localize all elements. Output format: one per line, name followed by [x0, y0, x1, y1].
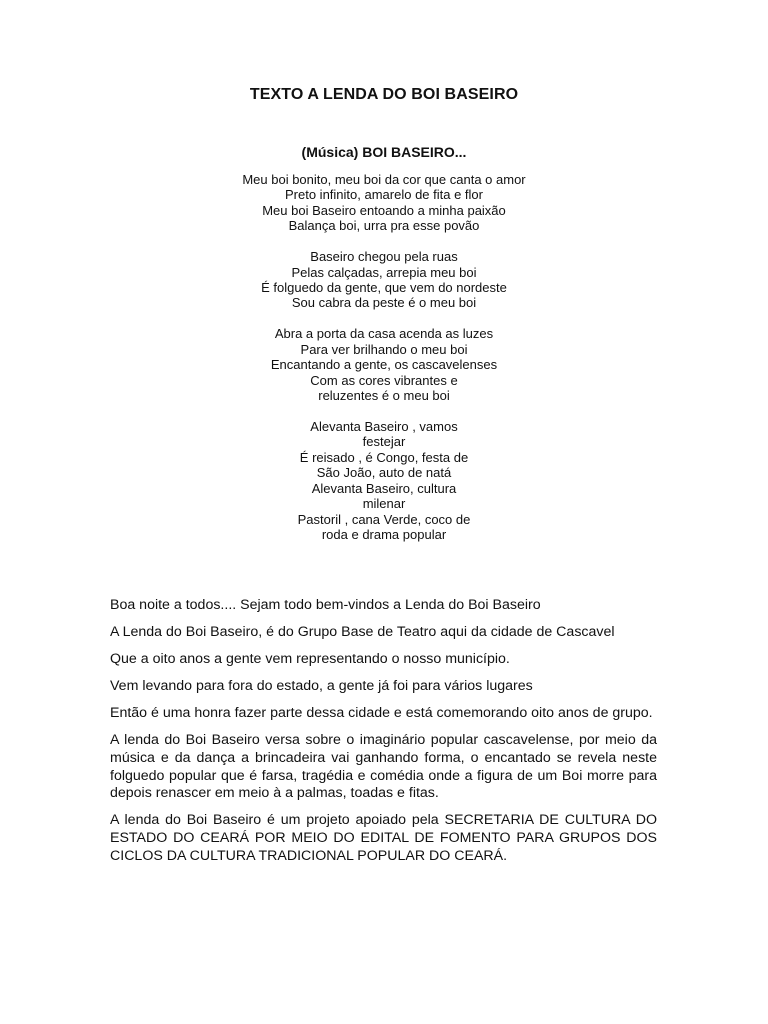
lyric-line: Para ver brilhando o meu boi: [300, 341, 468, 357]
paragraph: Que a oito anos a gente vem representando o nosso município.: [110, 651, 510, 668]
lyric-line: Preto infinito, amarelo de fita e flor: [285, 187, 483, 203]
paragraph: Vem levando para fora do estado, a gente já foi para vários lugares: [110, 678, 533, 695]
lyric-line: Balança boi, urra pra esse povão: [288, 218, 480, 234]
lyric-line: Pastoril , cana Verde, coco de: [297, 511, 471, 527]
lyric-line: Com as cores vibrantes e: [310, 372, 458, 388]
lyric-line: Alevanta Baseiro, cultura: [311, 480, 457, 496]
paragraph: A lenda do Boi Baseiro versa sobre o imaginário popular cascavelense, por meio da música e da dança a brincadeira vai ganhando forma, o encantado se revela neste folguedo popular que é farsa, tragédia e comédia onde a figura de um Boi morre para depois renascer em meio à a palmas, toadas e fitas.: [110, 732, 657, 802]
body-text: [110, 597, 657, 875]
paragraph: Então é uma honra fazer parte dessa cidade e está comemorando oito anos de grupo.: [110, 705, 653, 722]
lyric-line: É reisado , é Congo, festa de: [299, 449, 469, 465]
paragraph: A lenda do Boi Baseiro é um projeto apoiado pela SECRETARIA DE CULTURA DO ESTADO DO CEARÁ POR MEIO DO EDITAL DE FOMENTO PARA GRUPOS DOS CICLOS DA CULTURA TRADICIONAL POPULAR DO CEARÁ.: [110, 812, 657, 864]
song-title: (Música) BOI BASEIRO...: [301, 144, 467, 160]
lyric-line: festejar: [362, 434, 406, 450]
lyric-line: Alevanta Baseiro , vamos: [310, 419, 458, 435]
lyric-line: milenar: [362, 496, 406, 512]
document-title: TEXTO A LENDA DO BOI BASEIRO: [249, 86, 519, 103]
lyric-line: roda e drama popular: [321, 526, 447, 542]
lyric-line: Meu boi bonito, meu boi da cor que canta o amor: [242, 172, 526, 187]
song-lyrics: [0, 172, 768, 558]
paragraph: A Lenda do Boi Baseiro, é do Grupo Base de Teatro aqui da cidade de Cascavel: [110, 624, 615, 641]
lyric-line: São João, auto de natá: [316, 465, 452, 481]
lyric-line: Encantando a gente, os cascavelenses: [270, 357, 498, 373]
lyric-line: Baseiro chegou pela ruas: [310, 249, 458, 265]
lyric-line: É folguedo da gente, que vem do nordeste: [261, 280, 507, 296]
lyric-line: Meu boi Baseiro entoando a minha paixão: [262, 202, 506, 218]
lyric-line: Abra a porta da casa acenda as luzes: [274, 326, 494, 342]
lyric-line: Sou cabra da peste é o meu boi: [291, 295, 477, 311]
paragraph: Boa noite a todos.... Sejam todo bem-vindos a Lenda do Boi Baseiro: [110, 597, 541, 613]
stanza-2: [0, 249, 768, 311]
lyric-line: reluzentes é o meu boi: [318, 388, 450, 404]
stanza-3: [0, 326, 768, 403]
stanza-4: [0, 419, 768, 542]
stanza-1: [0, 172, 768, 234]
lyric-line: Pelas calçadas, arrepia meu boi: [291, 264, 477, 280]
